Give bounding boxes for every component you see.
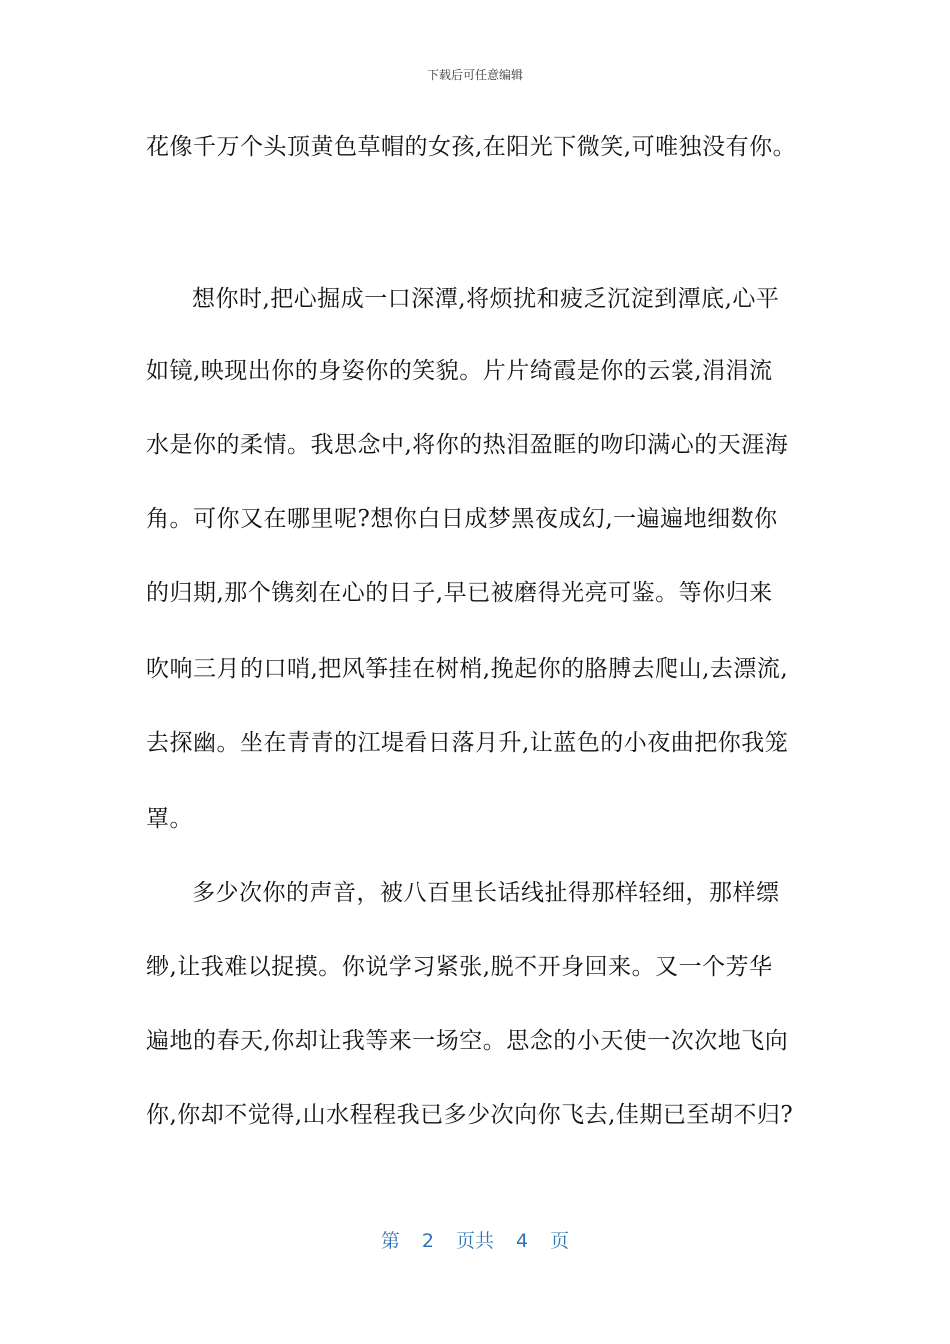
page-header: 下载后可任意编辑 <box>426 68 523 82</box>
footer-page-unit: 页共 <box>455 1230 494 1252</box>
footer-total-pages: 4 <box>516 1230 529 1252</box>
text-line: 角。可你又在哪里呢?想你白日成梦黑夜成幻,一遍遍地细数你 <box>146 506 778 532</box>
text-line: 的归期,那个镌刻在心的日子,早已被磨得光亮可鉴。等你归来 <box>146 580 773 606</box>
text-line: 想你时,把心掘成一口深潭,将烦扰和疲乏沉淀到潭底,心平 <box>192 286 780 312</box>
page-footer <box>0 1226 950 1253</box>
text-line: 遍地的春天,你却让我等来一场空。思念的小天使一次次地飞向 <box>146 1028 789 1054</box>
text-line: 罩。 <box>146 806 193 832</box>
text-line: 多少次你的声音，被八百里长话线扯得那样轻细，那样缥 <box>192 880 780 906</box>
footer-total-unit: 页 <box>550 1230 570 1252</box>
text-line: 如镜,映现出你的身姿你的笑貌。片片绮霞是你的云裳,涓涓流 <box>146 358 773 384</box>
text-line: 你,你却不觉得,山水程程我已多少次向你飞去,佳期已至胡不归? <box>146 1102 794 1128</box>
text-line: 去探幽。坐在青青的江堤看日落月升,让蓝色的小夜曲把你我笼 <box>146 730 789 756</box>
footer-page-number: 2 <box>421 1230 434 1252</box>
text-line: 水是你的柔情。我思念中,将你的热泪盈眶的吻印满心的天涯海 <box>146 432 789 458</box>
text-line: 花像千万个头顶黄色草帽的女孩,在阳光下微笑,可唯独没有你。 <box>146 134 797 160</box>
text-line: 吹响三月的口哨,把风筝挂在树梢,挽起你的胳膊去爬山,去漂流, <box>146 656 789 682</box>
footer-page-word: 第 <box>380 1230 400 1252</box>
text-line: 缈,让我难以捉摸。你说学习紧张,脱不开身回来。又一个芳华 <box>146 954 773 980</box>
